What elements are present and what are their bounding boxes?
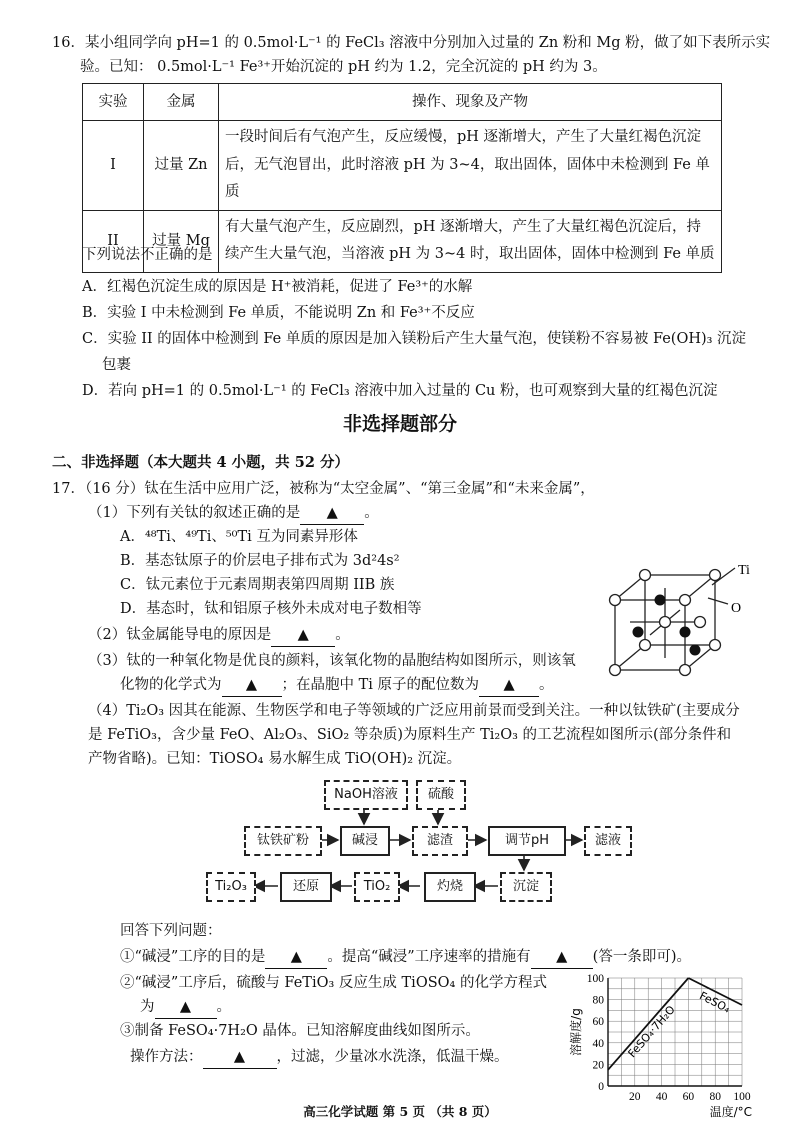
table-cell: 有大量气泡产生，反应剧烈，pH 逐渐增大，产生了大量红褐色沉淀后，持续产生大量气泡，当溶液 pH 为 3~4 时，取出固体，固体中检测到 Fe 单质 (219, 210, 722, 272)
q17-sub1 (120, 946, 691, 969)
y-tick-label: 20 (592, 1059, 604, 1072)
q17-part4-line3: 产物省略)。已知：TiOSO₄ 易水解生成 TiO(OH)₂ 沉淀。 (88, 751, 462, 767)
q17-sub3-text-b: ，过滤，少量冰水洗涤，低温干燥。 (276, 1049, 509, 1065)
period: 。 (216, 999, 231, 1015)
section-title: 非选择题部分 (342, 413, 457, 435)
y-tick-label: 0 (598, 1081, 604, 1093)
q17-sub3-line2 (130, 1046, 509, 1069)
answer-blank[interactable]: ▲ (265, 946, 327, 969)
flow-naoh: NaOH溶液 (324, 780, 408, 810)
q16-line2: 验。已知： 0.5mol·L⁻¹ Fe³⁺开始沉淀的 pH 约为 1.2，完全沉淀的 pH 约为 3。 (80, 59, 607, 75)
flow-calcine: 灼烧 (424, 872, 476, 902)
y-tick-label: 60 (592, 1016, 604, 1029)
page-footer: 高三化学试题 第 5 页 （共 8 页） (303, 1104, 497, 1119)
q17-sub3-text-a: 操作方法： (130, 1049, 203, 1065)
answer-blank[interactable]: ▲ (222, 674, 282, 697)
flow-filtrate: 滤液 (584, 826, 632, 856)
q16-line1: 16．某小组同学向 pH=1 的 0.5mol·L⁻¹ 的 FeCl₃ 溶液中分别加入过量的 Zn 粉和 Mg 粉，做了如下表所示实 (52, 35, 771, 51)
y-tick-label: 100 (586, 973, 604, 985)
series-label: FeSO₄ (697, 989, 733, 1016)
table-header: 金属 (144, 84, 219, 121)
flow-ore: 钛铁矿粉 (244, 826, 322, 856)
table-cell: II (83, 210, 144, 272)
q17-part2-text: （2）钛金属能导电的原因是 (88, 627, 272, 643)
q17-part3-text-a: 化物的化学式为 (120, 677, 222, 693)
q17-sub2-line2 (140, 996, 231, 1019)
flow-reduce: 还原 (280, 872, 332, 902)
q16-option-b: B．实验 I 中未检测到 Fe 单质，不能说明 Zn 和 Fe³⁺不反应 (82, 305, 475, 321)
solubility-chart (566, 968, 776, 1124)
period: 。 (539, 677, 554, 693)
q17-sub3-line1: ③制备 FeSO₄·7H₂O 晶体。已知溶解度曲线如图所示。 (120, 1023, 480, 1039)
y-axis-label: 溶解度/g (569, 1008, 583, 1056)
q17-p1-option-a: A．⁴⁸Ti、⁴⁹Ti、⁵⁰Ti 互为同素异形体 (120, 529, 358, 545)
flow-residue: 滤渣 (412, 826, 468, 856)
q17-intro: 17．（16 分）钛在生活中应用广泛，被称为“太空金属”、“第三金属”和“未来金属”， (52, 481, 595, 497)
y-tick-label: 80 (592, 994, 604, 1007)
flow-ti2o3: Ti₂O₃ (206, 872, 256, 902)
period: 。 (364, 505, 379, 521)
y-tick-label: 40 (592, 1037, 604, 1050)
flow-tio2: TiO₂ (354, 872, 400, 902)
q17-sub1-text-b: 。提高“碱浸”工序速率的措施有 (327, 949, 531, 965)
answer-blank[interactable]: ▲ (300, 502, 364, 525)
q17-sub1-text-a: ①“碱浸”工序的目的是 (120, 949, 266, 965)
answer-blank[interactable]: ▲ (155, 996, 217, 1019)
q16-option-d: D．若向 pH=1 的 0.5mol·L⁻¹ 的 FeCl₃ 溶液中加入过量的 Cu 粉，也可观察到大量的红褐色沉淀 (82, 383, 718, 399)
q17-part3-text-b: ；在晶胞中 Ti 原子的配位数为 (281, 677, 480, 693)
table-cell: 过量 Zn (144, 121, 219, 211)
q17-part4-line1: （4）Ti₂O₃ 因其在能源、生物医学和电子等领域的广泛应用前景而受到关注。一种以钛铁矿(主要成分 (88, 703, 740, 719)
q16-option-a: A．红褐色沉淀生成的原因是 H⁺被消耗，促进了 Fe³⁺的水解 (82, 279, 473, 295)
answer-blank[interactable]: ▲ (271, 624, 335, 647)
table-header: 操作、现象及产物 (219, 84, 722, 121)
flow-leach: 碱浸 (340, 826, 390, 856)
flow-h2so4: 硫酸 (416, 780, 466, 810)
series-label: FeSO₄·7H₂O (625, 1003, 678, 1061)
q17-p1-option-c: C．钛元素位于元素周期表第四周期 IIB 族 (120, 577, 395, 593)
q17-part4-line2: 是 FeTiO₃，含少量 FeO、Al₂O₃、SiO₂ 等杂质)为原料生产 Ti₂O₃ 的工艺流程如图所示(部分条件和 (88, 727, 732, 743)
x-tick-label: 60 (682, 1091, 695, 1103)
table-cell: I (83, 121, 144, 211)
q17-sub2-text: 为 (140, 999, 155, 1015)
answer-blank[interactable]: ▲ (479, 674, 539, 697)
q16-prompt: 下列说法不正确的是 (82, 247, 213, 263)
q17-part1-text: （1）下列有关钛的叙述正确的是 (88, 505, 301, 521)
answer-prompt: 回答下列问题： (120, 923, 222, 939)
table-cell: 过量 Mg (144, 210, 219, 272)
label-ti: Ti (738, 563, 750, 578)
q16-option-c: C．实验 II 的固体中检测到 Fe 单质的原因是加入镁粉后产生大量气泡，使镁粉不容易被 Fe(OH)₃ 沉淀 (82, 331, 747, 347)
q17-p1-option-d: D．基态时，钛和铝原子核外未成对电子数相等 (120, 601, 422, 617)
answer-blank[interactable]: ▲ (203, 1046, 277, 1069)
label-o: O (731, 601, 742, 616)
flow-precip: 沉淀 (500, 872, 552, 902)
q16-option-c-cont: 包裹 (102, 357, 131, 373)
q17-p1-option-b: B．基态钛原子的价层电子排布式为 3d²4s² (120, 553, 400, 569)
q17-part3-line1: （3）钛的一种氧化物是优良的颜料，该氧化物的晶胞结构如图所示，则该氧 (88, 653, 576, 669)
table-header: 实验 (83, 84, 144, 121)
section2-header: 二、非选择题（本大题共 4 小题，共 52 分） (52, 454, 349, 471)
flow-ph: 调节pH (488, 826, 566, 856)
x-tick-label: 100 (733, 1091, 751, 1103)
period: 。 (335, 627, 350, 643)
x-tick-label: 80 (709, 1091, 721, 1103)
x-tick-label: 40 (655, 1091, 668, 1103)
table-cell: 一段时间后有气泡产生，反应缓慢，pH 逐渐增大，产生了大量红褐色沉淀后，无气泡冒出，此时溶液 pH 为 3~4，取出固体，固体中未检测到 Fe 单质 (219, 121, 722, 211)
answer-blank[interactable]: ▲ (531, 946, 593, 969)
q17-sub1-text-c: (答一条即可)。 (592, 949, 691, 965)
x-axis-label: 温度/°C (709, 1105, 752, 1119)
x-tick-label: 20 (629, 1091, 641, 1103)
q17-sub2-line1: ②“碱浸”工序后，硫酸与 FeTiO₃ 反应生成 TiOSO₄ 的化学方程式 (120, 975, 547, 991)
